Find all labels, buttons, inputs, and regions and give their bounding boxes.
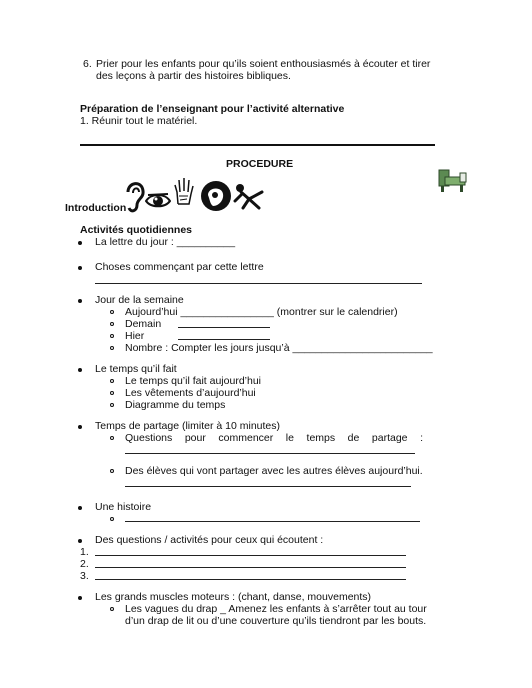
item-6-text-line-1: Prier pour les enfants pour qu’ils soient enthousiasmés à écouter et tirer [96, 58, 431, 70]
sub-bullet [110, 334, 114, 338]
questions-activities-heading: Des questions / activités pour ceux qui écoutent : [95, 534, 324, 546]
list-number-6: 6. [83, 58, 92, 70]
yesterday-item: Hier [125, 330, 145, 342]
sheet-waves-line-1: Les vagues du drap _ Amenez les enfants à s’arrêter tout au tour [125, 603, 427, 615]
sub-bullet [110, 310, 114, 314]
answer-line [95, 567, 406, 568]
weather-heading: Le temps qu’il fait [95, 363, 177, 375]
list-number-1: 1. [80, 546, 89, 558]
sub-bullet [110, 322, 114, 326]
bullet [78, 368, 82, 372]
item-6-text-line-2: des leçons à partir des histoires bibliques. [96, 70, 291, 82]
clothes-today-item: Les vêtements d’aujourd’hui [125, 387, 256, 399]
hand-icon [173, 176, 195, 206]
students-sharing-item: Des élèves qui vont partager avec les autres élèves aujourd’hui. [125, 465, 423, 477]
sub-bullet [110, 436, 114, 440]
bullet [78, 266, 82, 270]
preparation-heading: Préparation de l’enseignant pour l’activité alternative [80, 103, 345, 115]
things-starting-with-letter: Choses commençant par cette lettre [95, 261, 264, 273]
list-number-3: 3. [80, 570, 89, 582]
sub-bullet [110, 391, 114, 395]
today-item: Aujourd’hui ________________ (montrer sur le calendrier) [125, 306, 398, 318]
sub-bullet [110, 607, 114, 611]
answer-line [95, 283, 422, 284]
head-icon [199, 179, 233, 213]
sub-bullet [110, 346, 114, 350]
answer-line [178, 327, 270, 328]
tomorrow-item: Demain [125, 318, 162, 330]
answer-line [95, 579, 406, 580]
day-of-week: Jour de la semaine [95, 294, 184, 306]
bullet [78, 241, 82, 245]
answer-line [178, 339, 270, 340]
letter-of-day: La lettre du jour : __________ [95, 236, 236, 248]
story-heading: Une histoire [95, 501, 152, 513]
stretching-figure-icon [232, 182, 268, 210]
ear-icon [124, 180, 146, 214]
list-number-2: 2. [80, 558, 89, 570]
weather-today-item: Le temps qu’il fait aujourd’hui [125, 375, 261, 387]
eye-icon [145, 192, 171, 212]
bullet [78, 299, 82, 303]
sub-bullet [110, 379, 114, 383]
introduction-label: Introduction [65, 202, 127, 214]
bullet [78, 596, 82, 600]
bullet [78, 506, 82, 510]
gross-motor-heading: Les grands muscles moteurs : (chant, danse, mouvements) [95, 591, 372, 603]
green-chair-icon [436, 168, 470, 194]
preparation-item-1: 1. Réunir tout le matériel. [80, 115, 198, 127]
daily-activities-heading: Activités quotidiennes [80, 224, 193, 236]
bullet [78, 539, 82, 543]
sharing-questions-item: Questions pour commencer le temps de partage : [125, 432, 423, 444]
count-days-item: Nombre : Compter les jours jusqu’à ________________________ [125, 342, 433, 354]
bullet [78, 425, 82, 429]
answer-line [125, 486, 411, 487]
procedure-title: PROCEDURE [226, 158, 294, 170]
weather-chart-item: Diagramme du temps [125, 399, 226, 411]
sub-bullet [110, 517, 114, 521]
sub-bullet [110, 403, 114, 407]
sheet-waves-line-2: d’un drap de lit ou d’une couverture qu’ils tiendront par les bouts. [125, 615, 427, 627]
answer-line [95, 555, 406, 556]
section-divider [80, 144, 435, 146]
sharing-time-heading: Temps de partage (limiter à 10 minutes) [95, 420, 280, 432]
answer-line [125, 521, 420, 522]
sub-bullet [110, 469, 114, 473]
answer-line [125, 453, 415, 454]
